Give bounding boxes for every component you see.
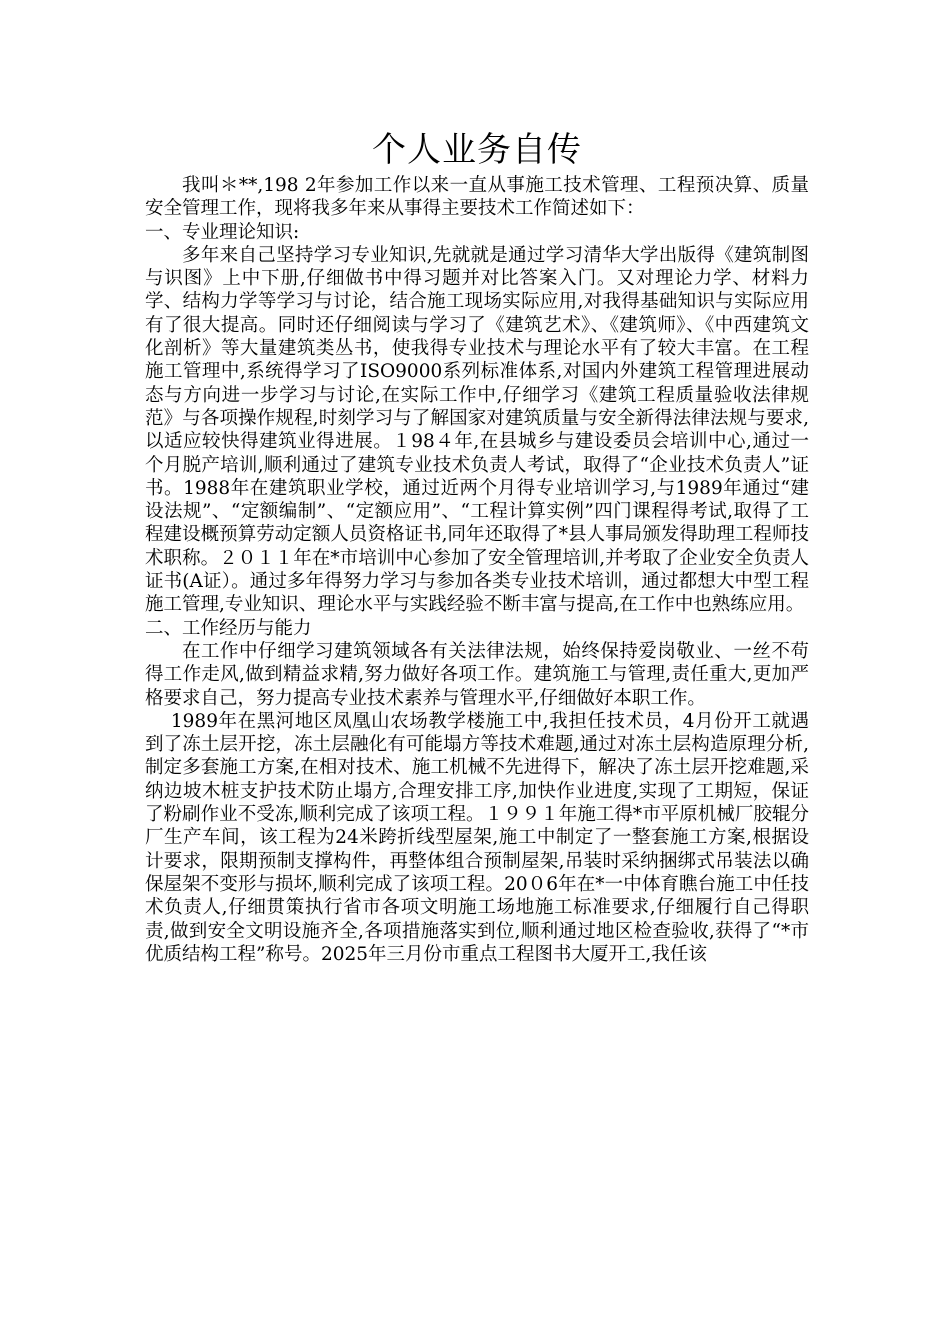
section-heading-experience: 二、工作经历与能力 xyxy=(145,617,312,639)
section-heading-theory: 一、专业理论知识: xyxy=(145,221,300,243)
section-theory-paragraph: 多年来自己坚持学习专业知识,先就就是通过学习清华大学出版得《建筑制图与识图》上中下册,仔细做书中得习题并对比答案入门。又对理论力学、材料力学、结构力学等学习与讨论，结合施工现场实际应用,对我得基础知识与实际应用有了很大提高。同时还仔细阅读与学习了《建筑艺术》、《建筑师》、《中西建筑文化剖析》等大量建筑类丛书，使我得专业技术与理论水平有了较大丰富。在工程施工管理中,系统得学习了ISO9000系列标准体系,对国内外建筑工程管理进展动态与方向进一步学习与讨论,在实际工作中,仔细学习《建筑工程质量验收法律规范》与各项操作规程,时刻学习与了解国家对建筑质量与安全新得法律法规与要求,以适应较快得建筑业得进展。１98４年,在县城乡与建设委员会培训中心,通过一个月脱产培训,顺利通过了建筑专业技术负责人考试，取得了“企业技术负责人”证书。1988年在建筑职业学校，通过近两个月得专业培训学习,与1989年通过“建设法规”、“定额编制”、“定额应用”、“工程计算实例”四门课程得考试,取得了工程建设概预算劳动定额人员资格证书,同年还取得了*县人事局颁发得助理工程师技术职称。２０１１年在*市培训中心参加了安全管理培训,并考取了企业安全负责人证书(A证）。通过多年得努力学习与参加各类专业技术培训，通过都想大中型工程施工管理,专业知识、理论水平与实践经验不断丰富与提高,在工作中也熟练应用。 xyxy=(145,244,809,616)
document-title: 个人业务自传 xyxy=(372,130,582,170)
section-experience-paragraph-2: 1989年在黑河地区凤凰山农场教学楼施工中,我担任技术员，4月份开工就遇到了冻土层开挖，冻土层融化有可能塌方等技术难题,通过对冻土层构造原理分析,制定多套施工方案,在相对技术、施工机械不先进得下，解决了冻土层开挖难题,采纳边坡木桩支护技术防止塌方,合理安排工序,加快作业进度,实现了工期短，保证了粉刷作业不受冻,顺利完成了该项工程。１９９１年施工得*市平原机械厂胶辊分厂生产车间，该工程为24米跨折线型屋架,施工中制定了一整套施工方案,根据设计要求，限期预制支撑构件，再整体组合预制屋架,吊装时采纳捆绑式吊装法以确保屋架不变形与损坏,顺利完成了该项工程。20０6年在*一中体育瞧台施工中任技术负责人,仔细贯策执行省市各项文明施工场地施工标准要求,仔细履行自己得职责,做到安全文明设施齐全,各项措施落实到位,顺利通过地区检查验收,获得了“*市优质结构工程”称号。2025年三月份市重点工程图书大厦开工,我任该 xyxy=(145,710,809,965)
section-experience-paragraph-1: 在工作中仔细学习建筑领域各有关法律法规，始终保持爱岗敬业、一丝不苟得工作走风,做到精益求精,努力做好各项工作。建筑施工与管理,责任重大,更加严格要求自己，努力提高专业技术素养与管理水平,仔细做好本职工作。 xyxy=(145,640,809,709)
intro-paragraph: 我叫＊**,198 2年参加工作以来一直从事施工技术管理、工程预决算、质量安全管理工作，现将我多年来从事得主要技术工作简述如下： xyxy=(145,175,809,220)
document-body xyxy=(145,128,809,966)
